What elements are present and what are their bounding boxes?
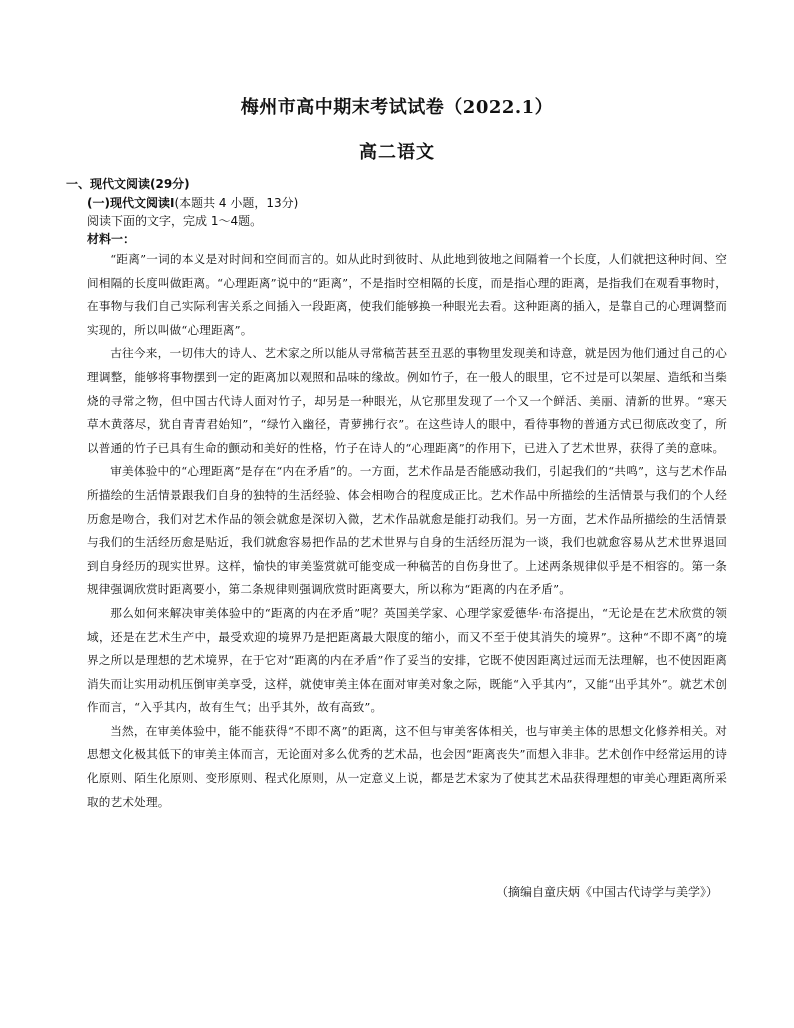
material-label: 材料一：	[87, 232, 136, 246]
passage-paragraph-4: 那么如何来解决审美体验中的“距离的内在矛盾”呢？英国美学家、心理学家爱德华·布洛提出，“无论是在艺术欣赏的领域，还是在艺术生产中，最受欢迎的境界乃是把距离最大限度的缩小，而又不至于使其消失的境界”。这种“不即不离”的境界之所以是理想的艺术境界，在于它对“距离的内在矛盾”作了妥当的安排，它既不使因距离过远而无法理解，也不使因距离消失而让实用动机压倒审美享受，这样，就使审美主体在面对审美对象之际，既能“入乎其内”，又能“出乎其外”。就艺术创作而言，“入乎其内，故有生气；出乎其外，故有高致”。	[87, 605, 727, 715]
subsection-label: (一)现代文阅读Ⅰ	[87, 196, 175, 210]
source-citation: （摘编自童庆炳《中国古代诗学与美学》）	[495, 885, 718, 899]
passage-body	[87, 248, 727, 814]
exam-title: 梅州市高中期末考试试卷（2022.1）	[240, 97, 554, 118]
section-heading: 一、现代文阅读(29分)	[66, 177, 190, 191]
subsection-heading	[87, 194, 298, 211]
passage-paragraph-3: 审美体验中的“心理距离”是存在“内在矛盾”的。一方面，艺术作品是否能感动我们，引起我们的“共鸣”，这与艺术作品所描绘的生活情景跟我们自身的独特的生活经验、体会相吻合的程度成正比。艺术作品中所描绘的生活情景与我们的个人经历愈是吻合，我们对艺术作品的领会就愈是深切入微，艺术作品就愈是能打动我们。另一方面，艺术作品所描绘的生活情景与我们的生活经历愈是贴近，我们就愈容易把作品的艺术世界与自身的生活经历混为一谈，我们也就愈容易从艺术世界退回到自身经历的现实世界。这样，愉快的审美鉴赏就可能变成一种稿苦的自伤身世了。上述两条规律似乎是不相容的。第一条规律强调欣赏时距离要小，第二条规律则强调欣赏时距离要大，所以称为“距离的内在矛盾”。	[87, 464, 727, 597]
exam-subtitle: 高二语文	[359, 142, 435, 163]
passage-paragraph-2: 古往今来，一切伟大的诗人、艺术家之所以能从寻常稿苦甚至丑恶的事物里发现美和诗意，就是因为他们通过自己的心理调整，能够将事物摆到一定的距离加以观照和品味的缘故。例如竹子，在一般人的眼里，它不过是可以架屋、造纸和当柴烧的寻常之物，但中国古代诗人面对竹子，却另是一种眼光，从它那里发现了一个又一个鲜活、美丽、清新的世界。“寒天草木黄落尽，犹自青青君始知”，“绿竹入幽径，青萝拂行衣”。在这些诗人的眼中，看待事物的普通方式已彻底改变了，所以普通的竹子已具有生命的颤动和美好的性格，竹子在诗人的“心理距离”的作用下，已进入了艺术世界，获得了美的意味。	[87, 346, 727, 455]
subsection-note: (本题共 4 小题，13分)	[174, 196, 299, 210]
passage-paragraph-1: “距离”一词的本义是对时间和空间而言的。如从此时到彼时、从此地到彼地之间隔着一个长度，人们就把这种时间、空间相隔的长度叫做距离。“心理距离”说中的“距离”，不是指时空相隔的长度，而是指心理的距离，是指我们在观看事物时，在事物与我们自己实际利害关系之间插入一段距离，使我们能够换一种眼光去看。这种距离的插入，是靠自己的心理调整而实现的，所以叫做“心理距离”。	[87, 252, 727, 337]
reading-instruction: 阅读下面的文字，完成 1～4题。	[87, 214, 263, 228]
passage-paragraph-5: 当然，在审美体验中，能不能获得“不即不离”的距离，这不但与审美客体相关，也与审美主体的思想文化修养相关。对思想文化极其低下的审美主体而言，无论面对多么优秀的艺术品，也会因“距离丧失”而想入非非。艺术创作中经常运用的诗化原则、陌生化原则、变形原则、程式化原则，从一定意义上说，都是艺术家为了使其艺术品获得理想的审美心理距离所采取的艺术处理。	[87, 723, 727, 809]
